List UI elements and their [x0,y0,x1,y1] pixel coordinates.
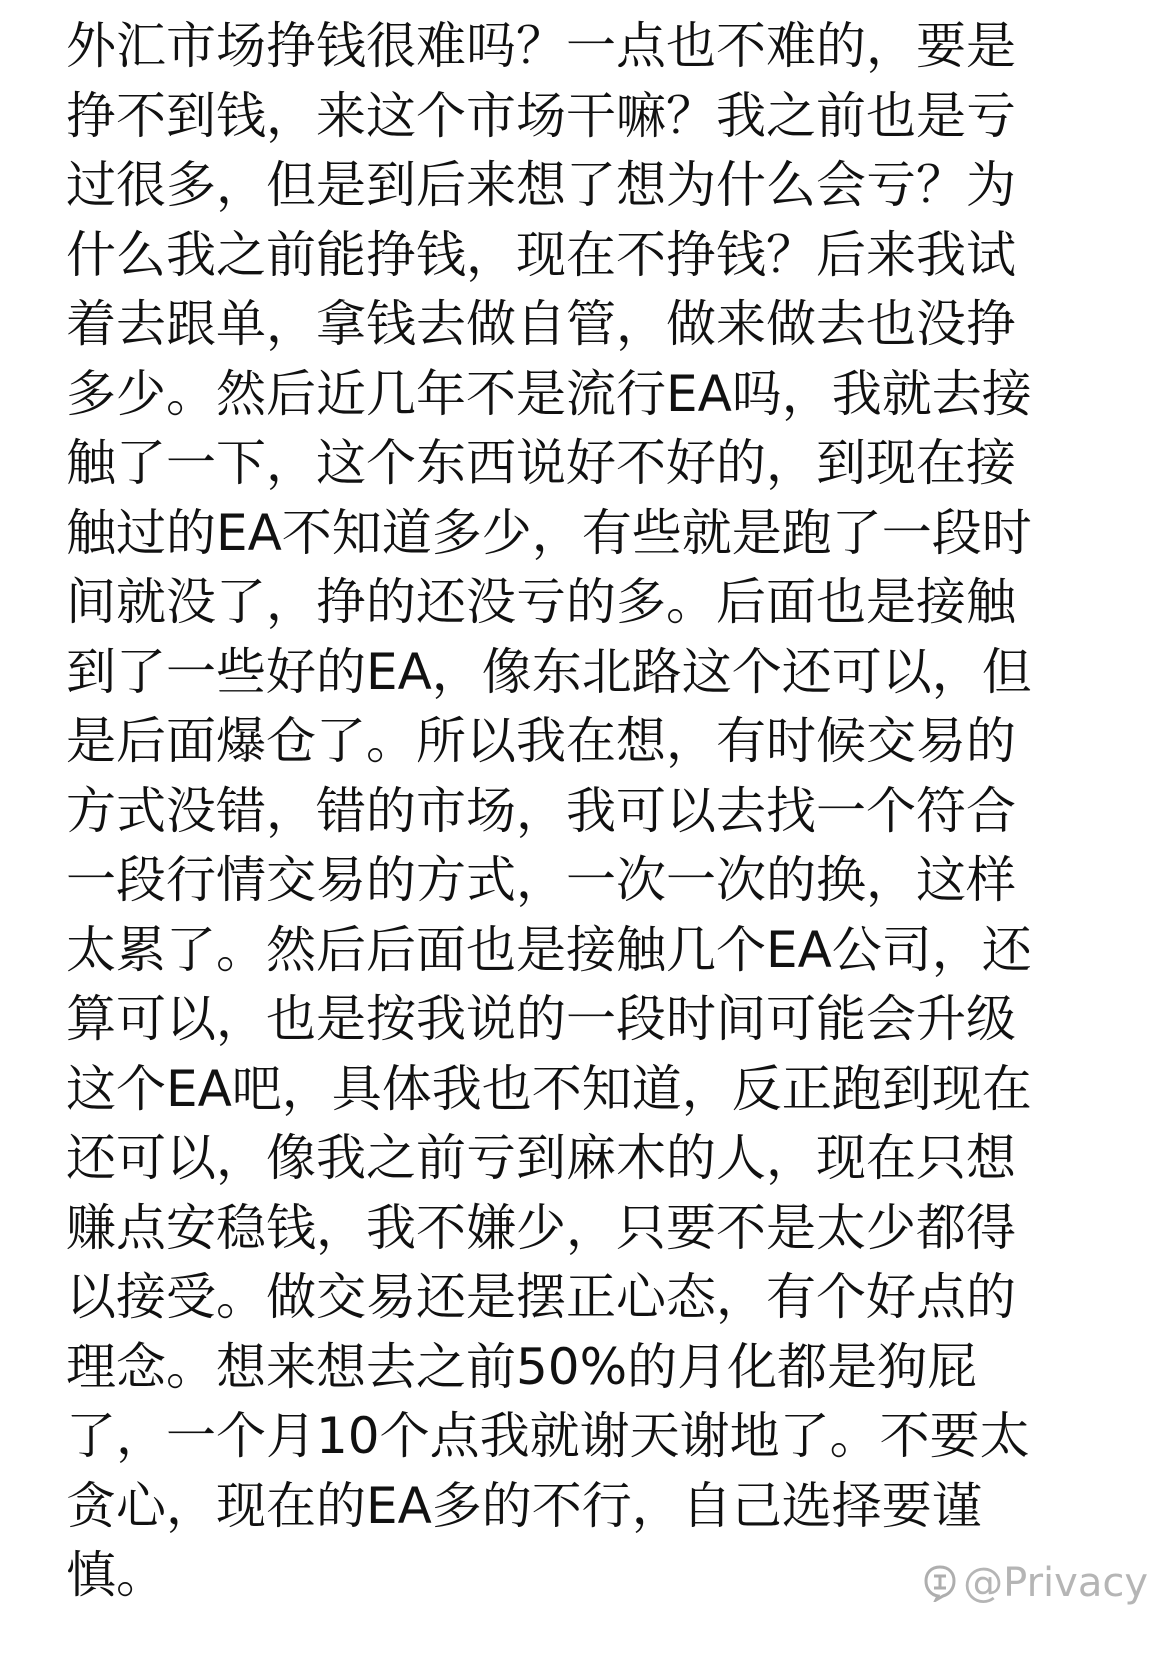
text-line: 过很多，但是到后来想了想为什么会亏？为 [66,156,1016,214]
text-line: 太累了。然后后面也是接触几个EA公司，还 [66,920,1032,979]
text-line: 触了一下，这个东西说好不好的，到现在接 [66,434,1016,492]
text-line: 外汇市场挣钱很难吗？一点也不难的，要是 [66,17,1016,75]
text-line: 是后面爆仓了。所以我在想，有时候交易的 [66,712,1016,770]
post-text [66,12,1126,1611]
text-line: 间就没了，挣的还没亏的多。后面也是接触 [66,573,1016,631]
watermark [923,1560,1148,1606]
text-line: 什么我之前能挣钱，现在不挣钱？后来我试 [66,225,1016,284]
text-line: 贪心，现在的EA多的不行，自己选择要谨 [66,1476,982,1535]
text-line: 赚点安稳钱，我不嫌少，只要不是太少都得 [66,1198,1016,1257]
text-line: 慎。 [66,1546,166,1604]
text-line: 挣不到钱，来这个市场干嘛？我之前也是亏 [66,86,1016,145]
zhihu-logo-icon [923,1564,957,1602]
text-line: 以接受。做交易还是摆正心态，有个好点的 [66,1268,1016,1326]
text-line: 了，一个月10个点我就谢天谢地了。不要太 [66,1407,1030,1465]
text-line: 一段行情交易的方式，一次一次的换，这样 [66,851,1016,909]
text-line: 这个EA吧，具体我也不知道，反正跑到现在 [66,1059,1032,1118]
text-line: 理念。想来想去之前50%的月化都是狗屁 [66,1337,978,1396]
text-line: 多少。然后近几年不是流行EA吗，我就去接 [66,364,1032,423]
text-line: 着去跟单，拿钱去做自管，做来做去也没挣 [66,295,1016,353]
text-line: 算可以，也是按我说的一段时间可能会升级 [66,990,1016,1048]
text-line: 还可以，像我之前亏到麻木的人，现在只想 [66,1129,1016,1187]
watermark-text: @Privacy [963,1560,1148,1606]
text-line: 触过的EA不知道多少，有些就是跑了一段时 [66,503,1032,562]
text-line: 到了一些好的EA，像东北路这个还可以，但 [66,642,1032,701]
text-line: 方式没错，错的市场，我可以去找一个符合 [66,781,1016,840]
